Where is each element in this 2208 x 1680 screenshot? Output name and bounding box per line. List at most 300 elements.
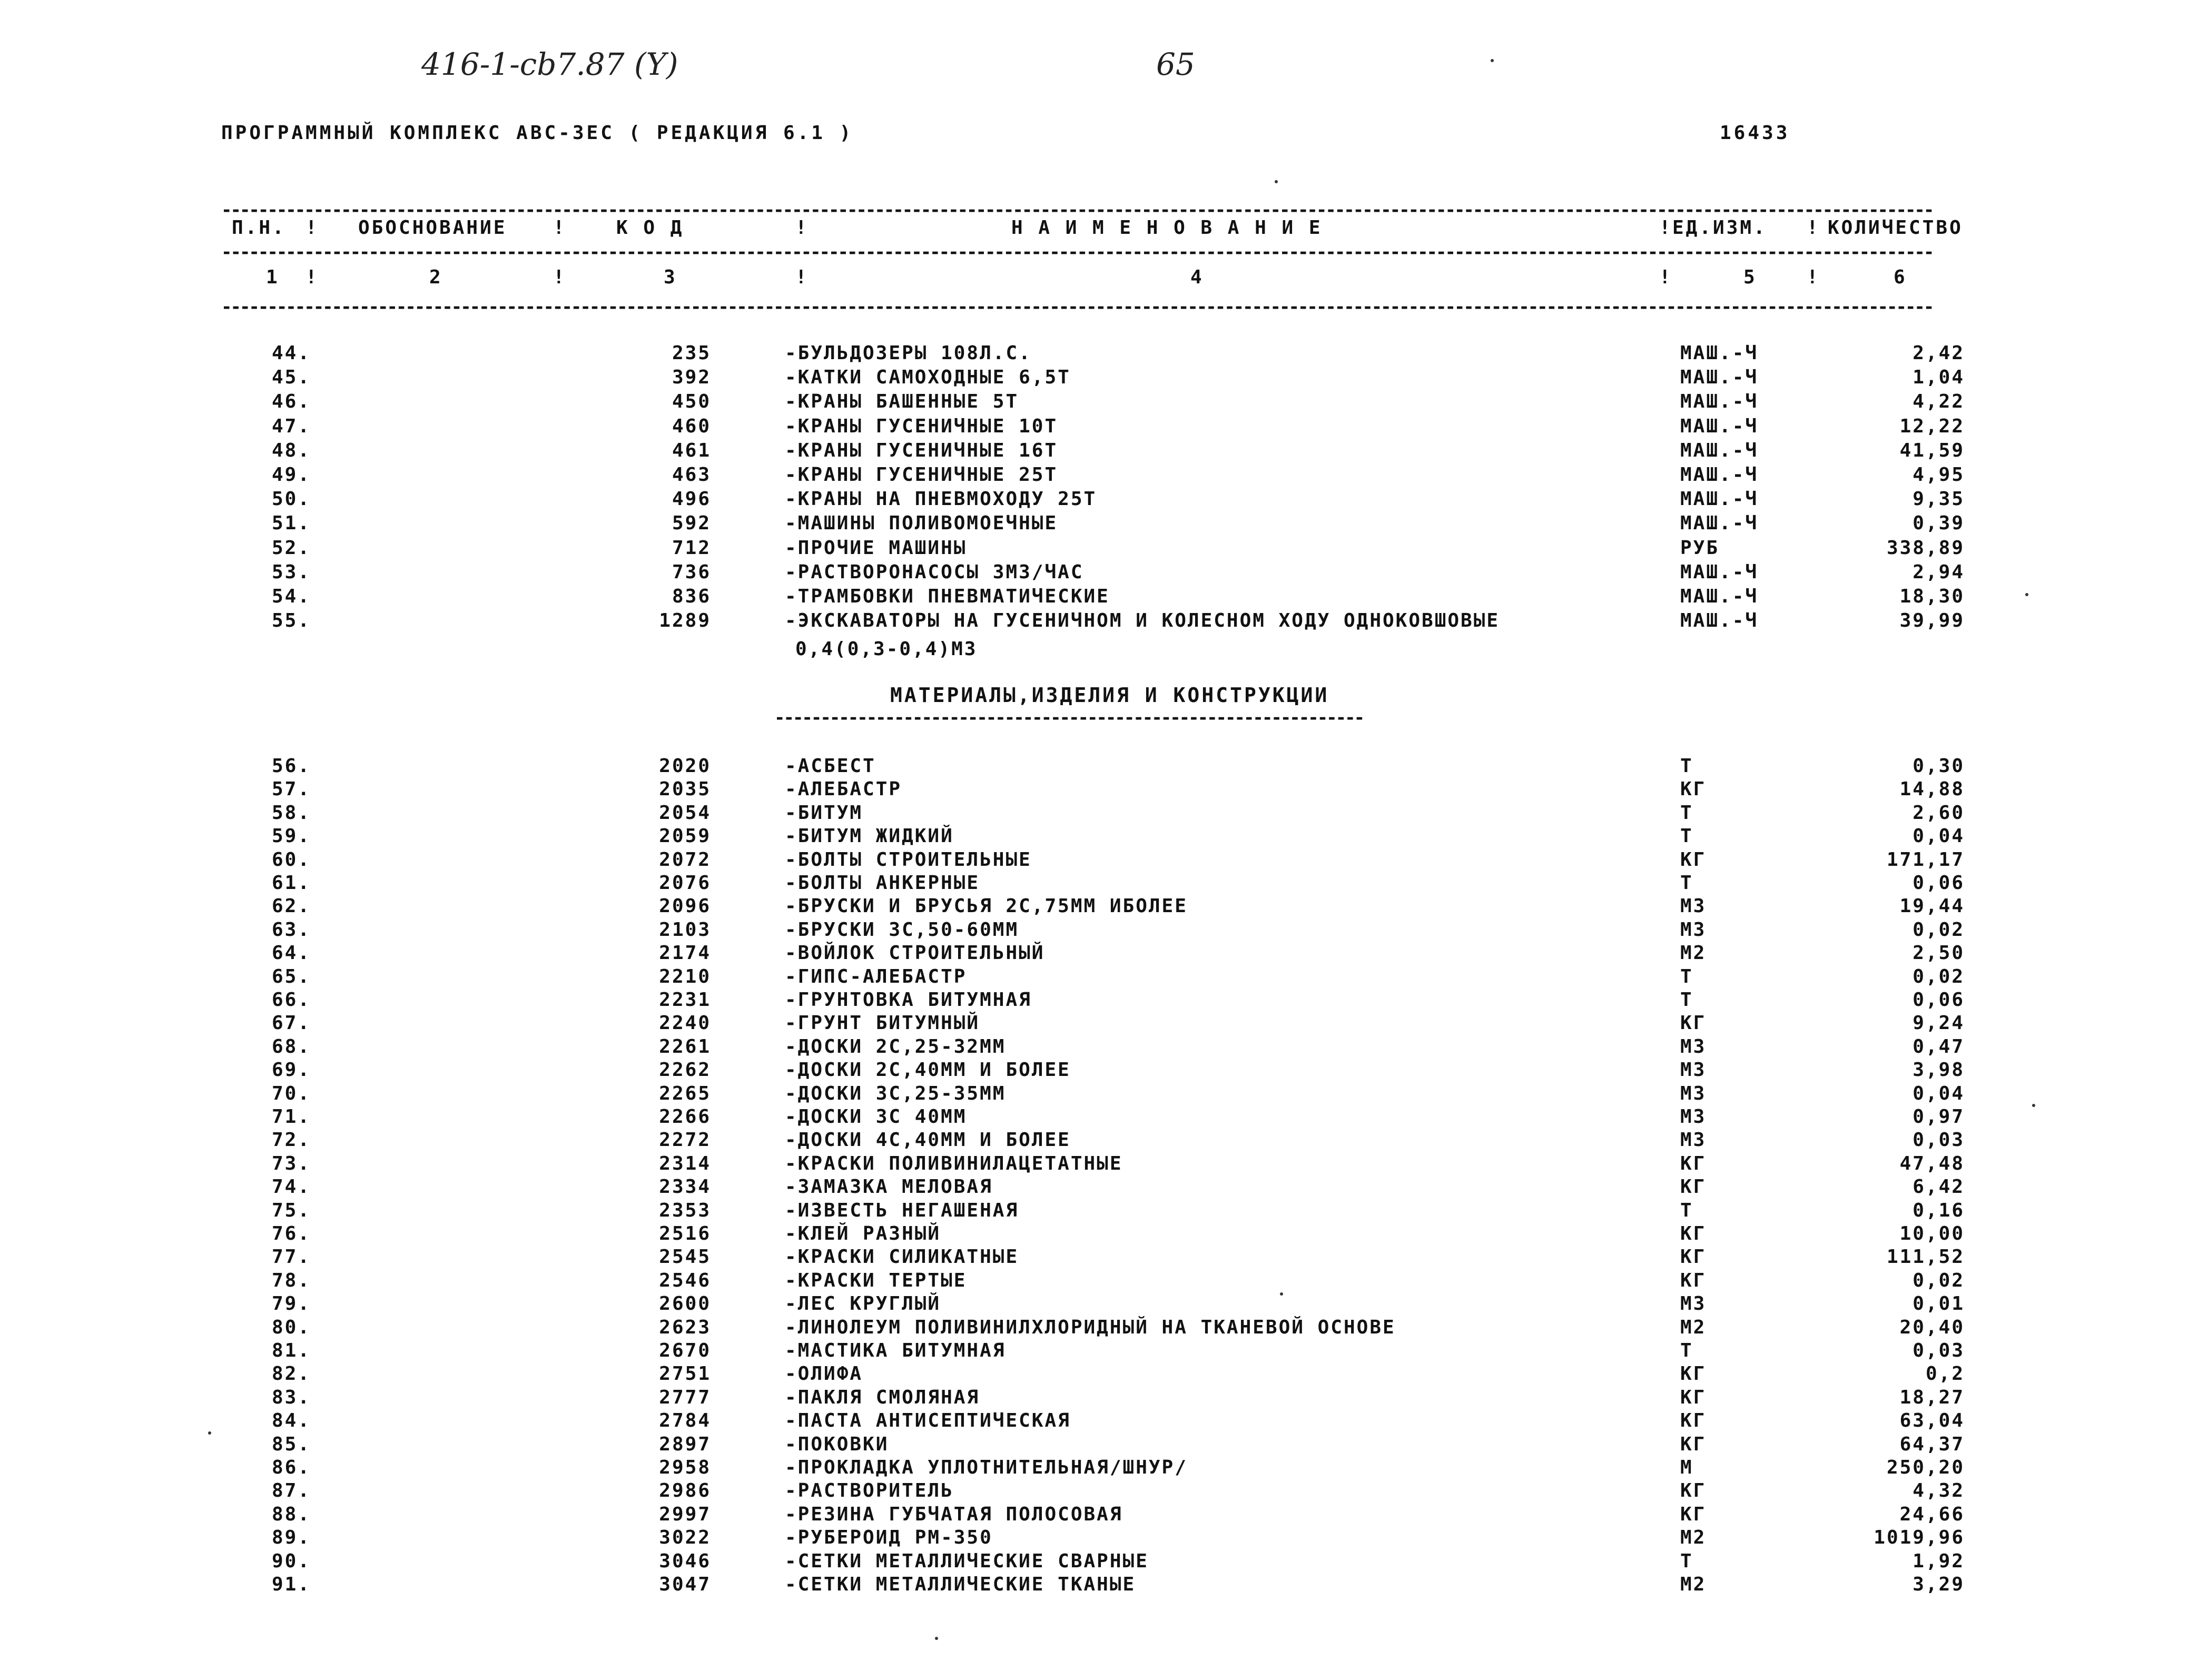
col-basis: ОБОСНОВАНИЕ — [358, 217, 507, 239]
row-unit: МАШ.-Ч — [1680, 464, 1759, 486]
row-name: -ПРОКЛАДКА УПЛОТНИТЕЛЬНАЯ/ШНУР/ — [785, 1457, 1188, 1478]
row-unit: КГ — [1680, 1386, 1707, 1408]
row-code: 2072 — [659, 848, 711, 871]
row-name: -АСБЕСТ — [785, 755, 876, 777]
row-quantity: 1019,96 — [1874, 1527, 1965, 1549]
row-number: 67. — [271, 1012, 311, 1034]
row-code: 2623 — [659, 1316, 711, 1338]
row-name: -ГИПС-АЛЕБАСТР — [785, 965, 967, 987]
row-name: -ТРАМБОВКИ ПНЕВМАТИЧЕСКИЕ — [785, 586, 1110, 607]
row-code: 736 — [672, 561, 711, 583]
table-row — [0, 610, 2208, 633]
table-row — [0, 802, 2208, 825]
row-number: 70. — [271, 1082, 311, 1104]
row-unit: МАШ.-Ч — [1680, 415, 1759, 437]
row-number: 49. — [271, 464, 311, 486]
table-row — [0, 1129, 2208, 1152]
table-row — [0, 1387, 2208, 1410]
row-quantity: 0,39 — [1913, 512, 1965, 535]
row-55-continuation: 0,4(0,3-0,4)М3 — [795, 638, 978, 660]
col-name: Н А И М Е Н О В А Н И Е — [1011, 217, 1323, 239]
row-unit: КГ — [1680, 1363, 1707, 1385]
row-number: 78. — [271, 1269, 311, 1291]
col-pn: П.Н. — [232, 217, 286, 239]
row-code: 2035 — [659, 778, 711, 801]
col-sep: ! — [1807, 266, 1820, 288]
row-unit: Т — [1680, 802, 1693, 824]
row-unit: МАШ.-Ч — [1680, 610, 1759, 632]
row-name: -БРУСКИ 3С,50-60ММ — [785, 918, 1019, 941]
col-num-6: 6 — [1894, 266, 1907, 288]
row-name: -СЕТКИ МЕТАЛЛИЧЕСКИЕ ТКАНЫЕ — [785, 1574, 1136, 1595]
row-unit: Т — [1680, 1550, 1693, 1572]
row-quantity: 0,2 — [1925, 1363, 1965, 1385]
row-number: 82. — [271, 1363, 311, 1385]
scan-speck — [1275, 180, 1278, 183]
row-unit: КГ — [1680, 1012, 1707, 1034]
row-name: -КРАСКИ СИЛИКАТНЫЕ — [785, 1246, 1019, 1268]
row-code: 2751 — [659, 1363, 711, 1385]
row-number: 50. — [271, 488, 311, 510]
row-unit: КГ — [1680, 1480, 1707, 1502]
col-num-2: 2 — [429, 266, 443, 288]
table-row — [0, 512, 2208, 536]
row-quantity: 6,42 — [1913, 1176, 1965, 1198]
row-number: 84. — [271, 1410, 311, 1432]
row-number: 59. — [271, 825, 311, 847]
row-number: 48. — [271, 439, 311, 461]
row-name: -ЛЕС КРУГЛЫЙ — [785, 1293, 941, 1315]
table-row — [0, 1410, 2208, 1433]
row-unit: РУБ — [1680, 537, 1720, 559]
row-name: -СЕТКИ МЕТАЛЛИЧЕСКИЕ СВАРНЫЕ — [785, 1550, 1149, 1572]
row-number: 53. — [271, 561, 311, 583]
row-quantity: 111,52 — [1886, 1246, 1965, 1268]
row-code: 2353 — [659, 1199, 711, 1221]
row-quantity: 2,60 — [1913, 802, 1965, 824]
col-num-4: 4 — [1190, 266, 1204, 288]
row-number: 58. — [271, 802, 311, 824]
row-number: 79. — [271, 1293, 311, 1315]
row-quantity: 0,02 — [1913, 1269, 1965, 1291]
row-quantity: 63,04 — [1899, 1410, 1965, 1432]
row-name: -ОЛИФА — [785, 1363, 863, 1385]
row-quantity: 9,35 — [1913, 488, 1965, 510]
row-quantity: 0,03 — [1913, 1129, 1965, 1151]
row-code: 2986 — [659, 1480, 711, 1502]
row-code: 2054 — [659, 802, 711, 824]
row-name: -ДОСКИ 3С 40ММ — [785, 1106, 967, 1128]
row-quantity: 19,44 — [1899, 895, 1965, 917]
row-name: -КЛЕЙ РАЗНЫЙ — [785, 1223, 941, 1244]
col-num-1: 1 — [266, 266, 280, 288]
row-unit: М3 — [1680, 1106, 1707, 1128]
row-code: 3047 — [659, 1574, 711, 1595]
row-code: 235 — [672, 342, 711, 364]
row-quantity: 171,17 — [1886, 848, 1965, 871]
table-row — [0, 1457, 2208, 1480]
scan-speck — [2032, 1104, 2035, 1107]
row-unit: КГ — [1680, 1223, 1707, 1244]
row-code: 496 — [672, 488, 711, 510]
row-code: 592 — [672, 512, 711, 535]
row-unit: Т — [1680, 825, 1693, 847]
row-quantity: 0,06 — [1913, 872, 1965, 894]
row-quantity: 14,88 — [1899, 778, 1965, 801]
row-unit: М3 — [1680, 1082, 1707, 1104]
table-row — [0, 872, 2208, 895]
row-code: 2545 — [659, 1246, 711, 1268]
table-row — [0, 1223, 2208, 1246]
table-row — [0, 416, 2208, 439]
row-number: 64. — [271, 942, 311, 964]
table-row — [0, 919, 2208, 942]
col-sep: ! — [553, 217, 567, 239]
row-name: -БОЛТЫ АНКЕРНЫЕ — [785, 872, 980, 894]
row-name: -РАСТВОРОНАСОСЫ 3М3/ЧАС — [785, 561, 1084, 583]
row-number: 60. — [271, 848, 311, 871]
row-unit: КГ — [1680, 1246, 1707, 1268]
table-top-rule: ------------------------------------------------------------------------------------------------------------------------------------------------------------------------------------------ — [221, 201, 1933, 219]
row-name: -ПАКЛЯ СМОЛЯНАЯ — [785, 1386, 980, 1408]
row-name: -БИТУМ — [785, 802, 863, 824]
row-name: -КРАНЫ ГУСЕНИЧНЫЕ 10Т — [785, 415, 1058, 437]
row-name: -ЗАМАЗКА МЕЛОВАЯ — [785, 1176, 993, 1198]
row-unit: МАШ.-Ч — [1680, 367, 1759, 389]
row-number: 61. — [271, 872, 311, 894]
row-quantity: 0,30 — [1913, 755, 1965, 777]
row-name: -РЕЗИНА ГУБЧАТАЯ ПОЛОСОВАЯ — [785, 1503, 1123, 1525]
row-number: 51. — [271, 512, 311, 535]
scan-speck — [1491, 59, 1494, 62]
row-unit: КГ — [1680, 1269, 1707, 1291]
row-quantity: 1,04 — [1913, 367, 1965, 389]
row-name: -ДОСКИ 4С,40ММ И БОЛЕЕ — [785, 1129, 1071, 1151]
row-unit: Т — [1680, 755, 1693, 777]
row-unit: Т — [1680, 1199, 1693, 1221]
row-name: -ДОСКИ 2С,25-32ММ — [785, 1035, 1006, 1058]
row-unit: М3 — [1680, 1035, 1707, 1058]
row-code: 2266 — [659, 1106, 711, 1128]
row-unit: М — [1680, 1457, 1693, 1478]
table-row — [0, 391, 2208, 414]
table-row — [0, 1106, 2208, 1129]
row-code: 3022 — [659, 1527, 711, 1549]
row-name: -ПОКОВКИ — [785, 1433, 889, 1455]
row-quantity: 18,27 — [1899, 1386, 1965, 1408]
row-unit: М2 — [1680, 942, 1707, 964]
row-number: 85. — [271, 1433, 311, 1455]
row-quantity: 0,04 — [1913, 1082, 1965, 1104]
row-quantity: 0,02 — [1913, 965, 1965, 987]
row-number: 72. — [271, 1129, 311, 1151]
header-rule: ------------------------------------------------------------------------------------------------------------------------------------------------------------------------------------------ — [221, 243, 1933, 261]
row-number: 86. — [271, 1457, 311, 1478]
row-number: 88. — [271, 1503, 311, 1525]
row-name: -ЛИНОЛЕУМ ПОЛИВИНИЛХЛОРИДНЫЙ НА ТКАНЕВОЙ ОСНОВЕ — [785, 1316, 1396, 1338]
row-name: -КРАСКИ ПОЛИВИНИЛАЦЕТАТНЫЕ — [785, 1152, 1123, 1174]
row-unit: МАШ.-Ч — [1680, 488, 1759, 510]
table-row — [0, 342, 2208, 365]
scan-speck — [935, 1637, 938, 1640]
row-quantity: 64,37 — [1899, 1433, 1965, 1455]
col-sep: ! — [1807, 217, 1820, 239]
col-num-3: 3 — [664, 266, 677, 288]
row-quantity: 4,32 — [1913, 1480, 1965, 1502]
program-header: ПРОГРАММНЫЙ КОМПЛЕКС АВС-3ЕС ( РЕДАКЦИЯ 6.1 ) — [221, 122, 854, 144]
row-quantity: 24,66 — [1899, 1503, 1965, 1525]
row-unit: МАШ.-Ч — [1680, 561, 1759, 583]
row-unit: КГ — [1680, 778, 1707, 801]
row-unit: КГ — [1680, 1433, 1707, 1455]
row-number: 76. — [271, 1223, 311, 1244]
col-sep: ! — [1659, 266, 1673, 288]
row-name: -КРАНЫ ГУСЕНИЧНЫЕ 25Т — [785, 464, 1058, 486]
scan-speck — [2025, 593, 2028, 596]
table-row — [0, 1434, 2208, 1457]
row-code: 2777 — [659, 1386, 711, 1408]
row-name: -ИЗВЕСТЬ НЕГАШЕНАЯ — [785, 1199, 1019, 1221]
table-row — [0, 942, 2208, 965]
row-code: 2096 — [659, 895, 711, 917]
row-number: 90. — [271, 1550, 311, 1572]
row-code: 2546 — [659, 1269, 711, 1291]
row-quantity: 18,30 — [1899, 586, 1965, 607]
row-quantity: 0,97 — [1913, 1106, 1965, 1128]
row-code: 2314 — [659, 1152, 711, 1174]
row-number: 83. — [271, 1386, 311, 1408]
row-quantity: 0,16 — [1913, 1199, 1965, 1221]
row-number: 65. — [271, 965, 311, 987]
col-unit: ЕД.ИЗМ. — [1672, 217, 1767, 239]
row-name: -КРАНЫ НА ПНЕВМОХОДУ 25Т — [785, 488, 1097, 510]
row-number: 52. — [271, 537, 311, 559]
row-code: 2516 — [659, 1223, 711, 1244]
row-number: 69. — [271, 1059, 311, 1081]
row-quantity: 47,48 — [1899, 1152, 1965, 1174]
row-quantity: 3,29 — [1913, 1574, 1965, 1595]
row-code: 2261 — [659, 1035, 711, 1058]
row-code: 2670 — [659, 1340, 711, 1361]
row-code: 460 — [672, 415, 711, 437]
row-quantity: 1,92 — [1913, 1550, 1965, 1572]
col-sep: ! — [305, 217, 319, 239]
col-qty: КОЛИЧЕСТВО — [1828, 217, 1963, 239]
col-sep: ! — [795, 266, 809, 288]
row-number: 74. — [271, 1176, 311, 1198]
row-name: -ДОСКИ 3С,25-35ММ — [785, 1082, 1006, 1104]
table-row — [0, 1270, 2208, 1293]
row-name: -БРУСКИ И БРУСЬЯ 2С,75ММ ИБОЛЕЕ — [785, 895, 1188, 917]
col-num-5: 5 — [1743, 266, 1757, 288]
row-code: 392 — [672, 367, 711, 389]
row-number: 62. — [271, 895, 311, 917]
row-number: 44. — [271, 342, 311, 364]
row-name: -БОЛТЫ СТРОИТЕЛЬНЫЕ — [785, 848, 1032, 871]
row-name: -МАСТИКА БИТУМНАЯ — [785, 1340, 1006, 1361]
row-number: 89. — [271, 1527, 311, 1549]
row-unit: МАШ.-Ч — [1680, 342, 1759, 364]
handwritten-doc-code: 416-1-cb7.87 (Y) — [421, 46, 678, 82]
row-quantity: 12,22 — [1899, 415, 1965, 437]
row-number: 46. — [271, 391, 311, 413]
row-code: 2210 — [659, 965, 711, 987]
table-row — [0, 778, 2208, 802]
row-number: 63. — [271, 918, 311, 941]
row-quantity: 2,50 — [1913, 942, 1965, 964]
row-quantity: 39,99 — [1899, 610, 1965, 632]
table-row — [0, 440, 2208, 463]
table-row — [0, 989, 2208, 1012]
row-number: 87. — [271, 1480, 311, 1502]
row-unit: Т — [1680, 989, 1693, 1011]
table-body-rule: ------------------------------------------------------------------------------------------------------------------------------------------------------------------------------------------ — [221, 298, 1933, 316]
table-row — [0, 464, 2208, 487]
table-row — [0, 895, 2208, 918]
row-unit: Т — [1680, 1340, 1693, 1361]
row-quantity: 20,40 — [1899, 1316, 1965, 1338]
row-number: 81. — [271, 1340, 311, 1361]
row-number: 57. — [271, 778, 311, 801]
table-row — [0, 1083, 2208, 1106]
row-number: 75. — [271, 1199, 311, 1221]
row-quantity: 2,42 — [1913, 342, 1965, 364]
table-row — [0, 1293, 2208, 1316]
row-code: 2334 — [659, 1176, 711, 1198]
row-name: -БИТУМ ЖИДКИЙ — [785, 825, 954, 847]
row-name: -РАСТВОРИТЕЛЬ — [785, 1480, 954, 1502]
table-row — [0, 1153, 2208, 1176]
row-number: 91. — [271, 1574, 311, 1595]
row-code: 2897 — [659, 1433, 711, 1455]
table-row — [0, 1059, 2208, 1082]
table-row — [0, 1527, 2208, 1550]
table-row — [0, 1012, 2208, 1035]
row-code: 836 — [672, 586, 711, 607]
row-name: -КРАНЫ ГУСЕНИЧНЫЕ 16Т — [785, 439, 1058, 461]
row-name: -РУБЕРОИД РМ-350 — [785, 1527, 993, 1549]
row-number: 45. — [271, 367, 311, 389]
row-unit: МАШ.-Ч — [1680, 439, 1759, 461]
col-sep: ! — [305, 266, 319, 288]
row-code: 2231 — [659, 989, 711, 1011]
row-name: -ГРУНТОВКА БИТУМНАЯ — [785, 989, 1032, 1011]
row-unit: М3 — [1680, 895, 1707, 917]
document-id: 16433 — [1720, 122, 1790, 144]
row-quantity: 10,00 — [1899, 1223, 1965, 1244]
table-row — [0, 825, 2208, 848]
row-code: 1289 — [659, 610, 711, 632]
handwritten-page-number: 65 — [1156, 46, 1195, 82]
row-number: 80. — [271, 1316, 311, 1338]
row-quantity: 0,04 — [1913, 825, 1965, 847]
table-row — [0, 1200, 2208, 1223]
table-row — [0, 561, 2208, 585]
row-code: 463 — [672, 464, 711, 486]
col-sep: ! — [1659, 217, 1673, 239]
row-code: 3046 — [659, 1550, 711, 1572]
row-unit: М2 — [1680, 1316, 1707, 1338]
row-code: 2020 — [659, 755, 711, 777]
row-code: 2272 — [659, 1129, 711, 1151]
table-row — [0, 755, 2208, 778]
row-quantity: 0,03 — [1913, 1340, 1965, 1361]
row-code: 450 — [672, 391, 711, 413]
table-row — [0, 1574, 2208, 1597]
table-row — [0, 1363, 2208, 1386]
table-row — [0, 966, 2208, 989]
row-unit: М3 — [1680, 1293, 1707, 1315]
row-name: -АЛЕБАСТР — [785, 778, 902, 801]
col-sep: ! — [553, 266, 567, 288]
col-sep: ! — [795, 217, 809, 239]
row-unit: М3 — [1680, 918, 1707, 941]
row-number: 56. — [271, 755, 311, 777]
table-row — [0, 1504, 2208, 1527]
row-quantity: 0,01 — [1913, 1293, 1965, 1315]
table-row — [0, 1550, 2208, 1574]
table-row — [0, 537, 2208, 560]
table-row — [0, 1480, 2208, 1503]
row-unit: КГ — [1680, 1503, 1707, 1525]
row-quantity: 9,24 — [1913, 1012, 1965, 1034]
row-unit: Т — [1680, 872, 1693, 894]
row-code: 461 — [672, 439, 711, 461]
row-quantity: 250,20 — [1886, 1457, 1965, 1478]
row-name: -КРАНЫ БАШЕННЫЕ 5Т — [785, 391, 1019, 413]
row-quantity: 4,95 — [1913, 464, 1965, 486]
scan-speck — [1280, 1292, 1283, 1296]
row-name: -МАШИНЫ ПОЛИВОМОЕЧНЫЕ — [785, 512, 1058, 535]
row-name: -ДОСКИ 2С,40ММ И БОЛЕЕ — [785, 1059, 1071, 1081]
row-number: 54. — [271, 586, 311, 607]
row-code: 2174 — [659, 942, 711, 964]
row-number: 68. — [271, 1035, 311, 1058]
row-unit: КГ — [1680, 1410, 1707, 1432]
row-name: -БУЛЬДОЗЕРЫ 108Л.С. — [785, 342, 1032, 364]
table-row — [0, 586, 2208, 609]
row-code: 712 — [672, 537, 711, 559]
row-unit: КГ — [1680, 848, 1707, 871]
scan-speck — [208, 1431, 211, 1435]
table-row — [0, 1340, 2208, 1363]
row-unit: МАШ.-Ч — [1680, 512, 1759, 535]
row-unit: МАШ.-Ч — [1680, 586, 1759, 607]
row-code: 2265 — [659, 1082, 711, 1104]
row-number: 55. — [271, 610, 311, 632]
row-code: 2076 — [659, 872, 711, 894]
row-unit: КГ — [1680, 1152, 1707, 1174]
row-number: 47. — [271, 415, 311, 437]
row-number: 66. — [271, 989, 311, 1011]
row-code: 2784 — [659, 1410, 711, 1432]
row-unit: МАШ.-Ч — [1680, 391, 1759, 413]
row-unit: М3 — [1680, 1059, 1707, 1081]
row-number: 77. — [271, 1246, 311, 1268]
row-quantity: 41,59 — [1899, 439, 1965, 461]
row-code: 2958 — [659, 1457, 711, 1478]
row-quantity: 338,89 — [1886, 537, 1965, 559]
row-unit: КГ — [1680, 1176, 1707, 1198]
row-code: 2997 — [659, 1503, 711, 1525]
table-row — [0, 1036, 2208, 1059]
row-name: -ПРОЧИЕ МАШИНЫ — [785, 537, 967, 559]
row-name: -ЭКСКАВАТОРЫ НА ГУСЕНИЧНОМ И КОЛЕСНОМ ХОДУ ОДНОКОВШОВЫЕ — [785, 610, 1500, 632]
row-name: -КАТКИ САМОХОДНЫЕ 6,5Т — [785, 367, 1071, 389]
row-quantity: 0,02 — [1913, 918, 1965, 941]
row-name: -ПАСТА АНТИСЕПТИЧЕСКАЯ — [785, 1410, 1071, 1432]
row-quantity: 3,98 — [1913, 1059, 1965, 1081]
